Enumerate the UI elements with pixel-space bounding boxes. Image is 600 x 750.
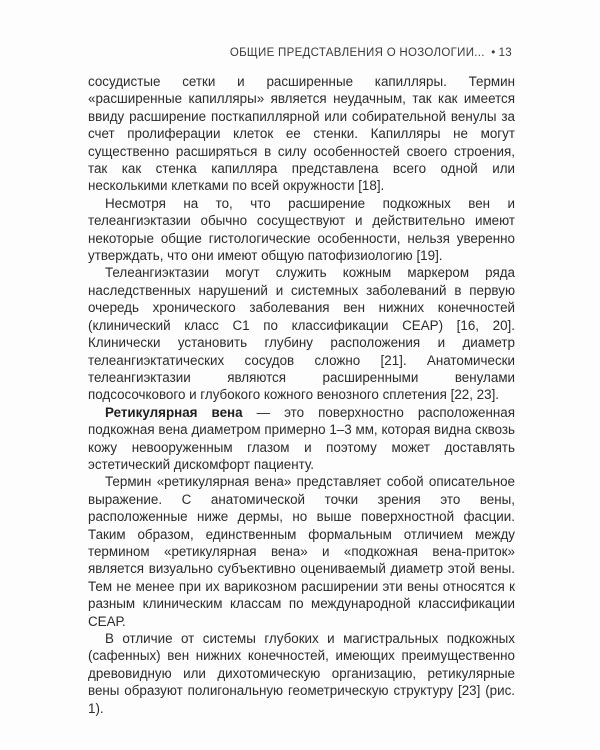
paragraph-1: сосудистые сетки и расширенные капилляры. Термин «расширенные капилляры» является неудачным, так как имеется ввиду расширение посткапиллярной или собирательной венулы за счет пролиферации клеток ее стенки. Капилляры не могут существенно расширяться в силу особенностей своего строения, так как стенка капилляра представлена всего одной или несколькими клетками по всей окружности [18]. bbox=[88, 74, 515, 194]
paragraph-6: В отличие от системы глубоких и магистральных подкожных (сафенных) вен нижних конечностей, имеющих преимущественно древовидную или дихотомическую организацию, ретикулярные вены образуют полигональную геометрическую структуру [23] (рис. 1). bbox=[88, 631, 515, 716]
section-title: ОБЩИЕ ПРЕДСТАВЛЕНИЯ О НОЗОЛОГИИ... bbox=[229, 47, 485, 59]
running-header bbox=[230, 47, 512, 59]
header-separator: • bbox=[491, 47, 496, 59]
body-text bbox=[88, 73, 515, 717]
term-reticular-vein: Ретикулярная вена bbox=[105, 404, 243, 420]
paragraph-3: Телеангиэктазии могут служить кожным маркером ряда наследственных нарушений и системных заболеваний в первую очередь хронического заболевания вен нижних конечностей (клинический класс С1 по классификации СЕАР) [16, 20]. Клинически установить глубину расположения и диаметр телеангиэктатических сосудов сложно [21]. Анатомически телеангиэктазии являются расширенными венулами подсосочкового и глубокого кожного венозного сплетения [22, 23]. bbox=[88, 265, 515, 403]
paragraph-2: Несмотря на то, что расширение подкожных вен и телеангиэктазии обычно сосуществуют и действительно имеют некоторые общие гистологические особенности, нельзя уверенно утверждать, что они имеют общую патофизиологию [19]. bbox=[88, 195, 515, 264]
paragraph-4 bbox=[88, 404, 515, 474]
paragraph-5: Термин «ретикулярная вена» представляет собой описательное выражение. С анатомической точки зрения это вены, расположенные ниже дермы, но выше поверхностной фасции. Таким образом, единственным формальным отличием между термином «ретикулярная вена» и «подкожная вена-приток» является визуально субъективно оцениваемый диаметр этой вены. Тем не менее при их варикозном расширении эти вены относятся к разным клиническим классам по международной классификации СЕАР. bbox=[88, 474, 515, 629]
page-number: 13 bbox=[498, 47, 512, 59]
definition-reticular-vein: — это поверхностно расположенная подкожная вена диаметром примерно 1–3 мм, которая видна сквозь кожу невооруженным глазом и поэтому может доставлять эстетический дискомфорт пациенту. bbox=[88, 404, 515, 472]
